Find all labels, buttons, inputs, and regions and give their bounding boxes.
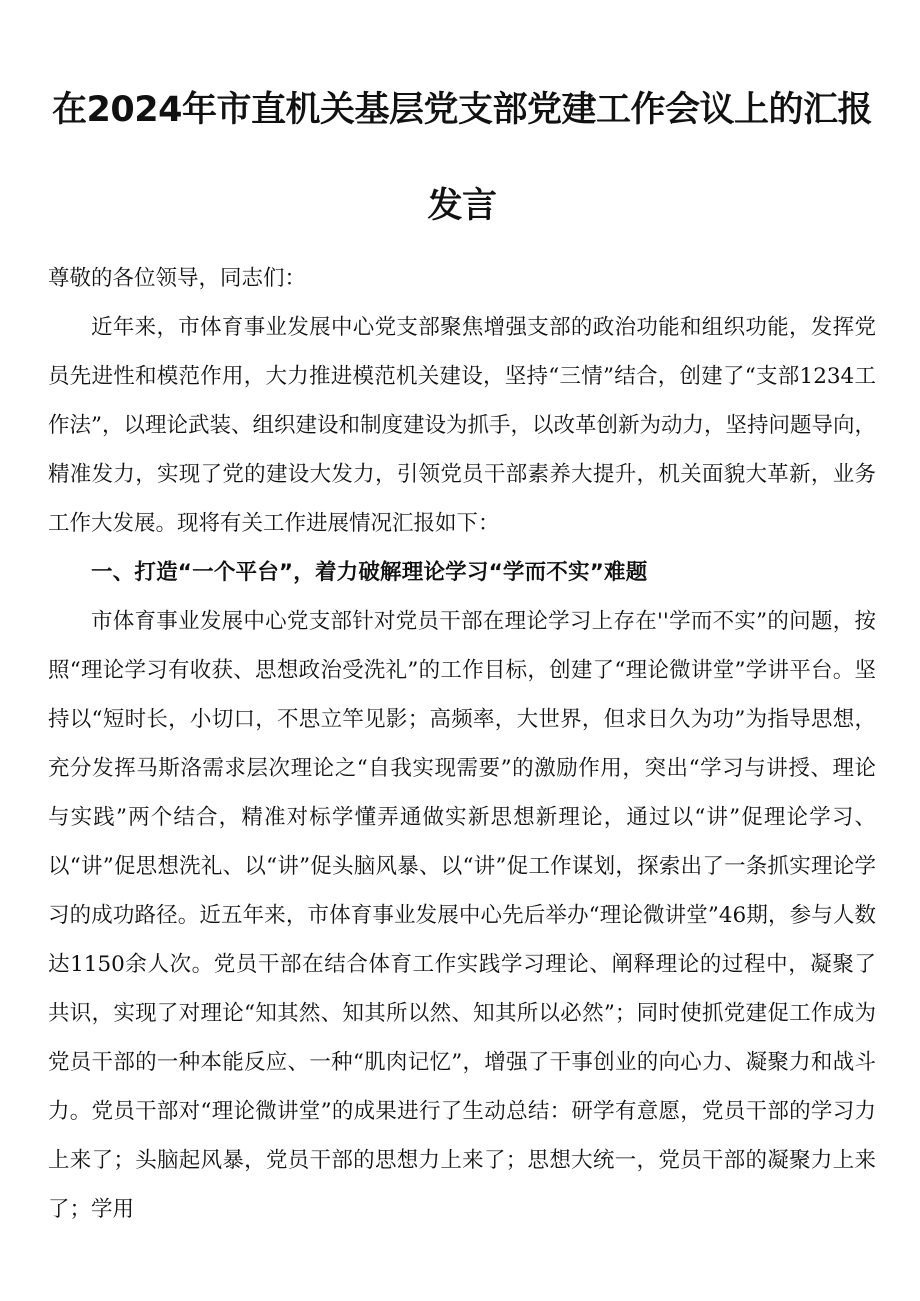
- intro-paragraph: 近年来，市体育事业发展中心党支部聚焦增强支部的政治功能和组织功能，发挥党员先进性和模范作用，大力推进模范机关建设，坚持“三情”结合，创建了“支部1234工作法”，以理论武装、组织建设和制度建设为抓手，以改革创新为动力，坚持问题导向，精准发力，实现了党的建设大发力，引领党员干部素养大提升，机关面貌大革新，业务工作大发展。现将有关工作进展情况汇报如下：: [48, 315, 876, 536]
- salutation: 尊敬的各位领导，同志们：: [48, 266, 307, 291]
- document-title: 在2024年市直机关基层党支部党建工作会议上的汇报发言: [52, 90, 872, 226]
- section-1-paragraph: 市体育事业发展中心党支部针对党员干部在理论学习上存在''学而不实”的问题，按照“理论学习有收获、思想政治受洗礼”的工作目标，创建了“理论微讲堂”学讲平台。坚持以“短时长，小切口，不思立竿见影；高频率，大世界，但求日久为功”为指导思想，充分发挥马斯洛需求层次理论之“自我实现需要”的激励作用，突出“学习与讲授、理论与实践”两个结合，精准对标学懂弄通做实新思想新理论，通过以“讲”促理论学习、以“讲”促思想洗礼、以“讲”促头脑风暴、以“讲”促工作谋划，探索出了一条抓实理论学习的成功路径。近五年来，市体育事业发展中心先后举办“理论微讲堂”46期，参与人数达1150余人次。党员干部在结合体育工作实践学习理论、阐释理论的过程中，凝聚了共识，实现了对理论“知其然、知其所以然、知其所以必然”；同时使抓党建促工作成为党员干部的一种本能反应、一种“肌肉记忆”，增强了干事创业的向心力、凝聚力和战斗力。党员干部对“理论微讲堂”的成果进行了生动总结：研学有意愿，党员干部的学习力上来了；头脑起风暴，党员干部的思想力上来了；思想大统一，党员干部的凝聚力上来了；学用: [48, 609, 876, 1222]
- section-1-heading: 一、打造“一个平台”，着力破解理论学习“学而不实”难题: [91, 560, 648, 585]
